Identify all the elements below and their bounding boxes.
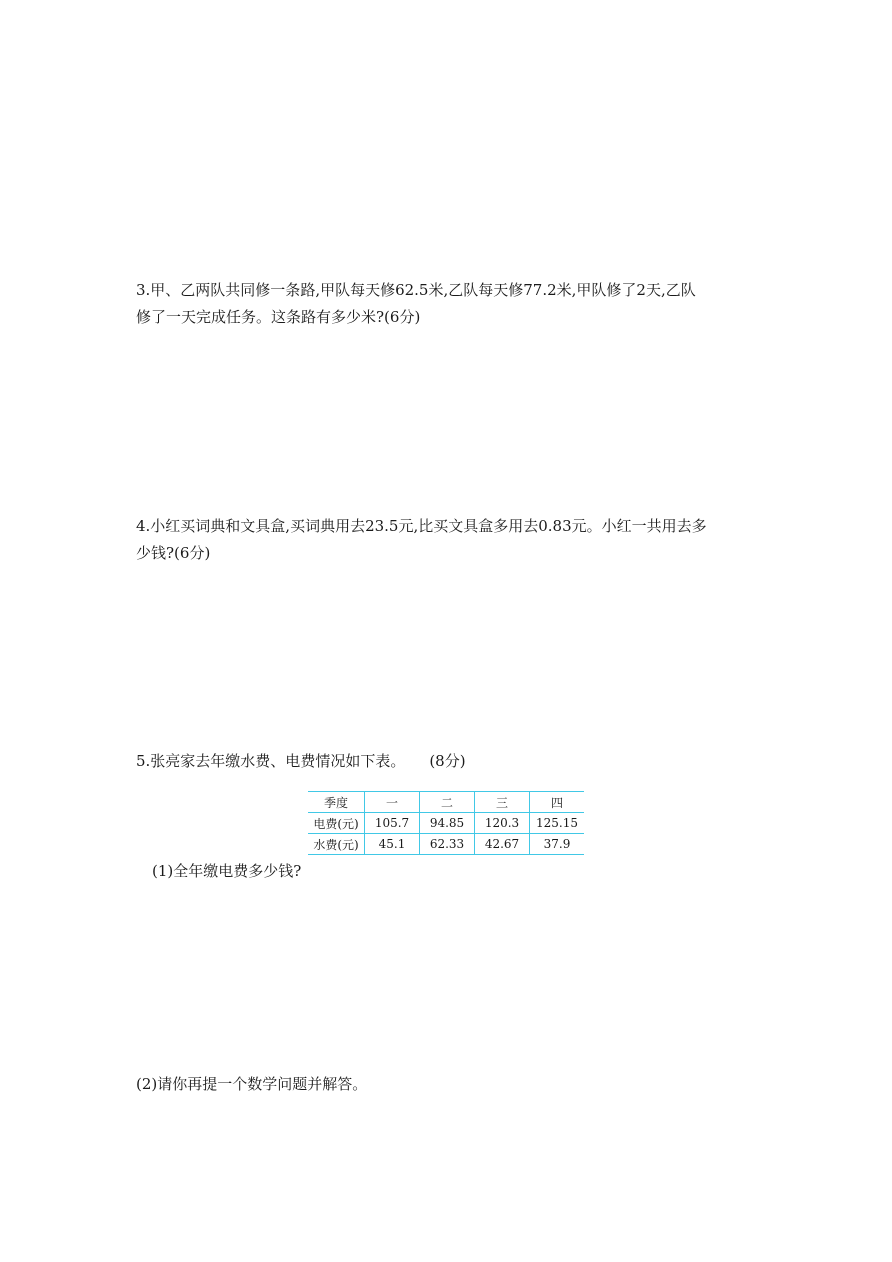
table-cell: 45.1 (365, 834, 420, 855)
table-cell: 62.33 (420, 834, 475, 855)
table-header-cell: 三 (475, 792, 530, 813)
table-row (308, 834, 584, 855)
table-header-row (308, 792, 584, 813)
question-3 (136, 277, 756, 331)
question-5-text: 5.张亮家去年缴水费、电费情况如下表。 (136, 752, 406, 770)
question-5 (136, 748, 756, 775)
question-5-points: (8分) (429, 752, 466, 770)
table-cell: 水费(元) (308, 834, 365, 855)
fees-table (308, 791, 584, 855)
question-4 (136, 513, 756, 567)
table-header-cell: 季度 (308, 792, 365, 813)
subquestion-1: (1)全年缴电费多少钱? (152, 862, 302, 880)
table-cell: 42.67 (475, 834, 530, 855)
table-row (308, 813, 584, 834)
table-cell: 电费(元) (308, 813, 365, 834)
table-cell: 37.9 (530, 834, 585, 855)
table-header-cell: 四 (530, 792, 585, 813)
table-header-cell: 一 (365, 792, 420, 813)
question-3-line-1: 3.甲、乙两队共同修一条路,甲队每天修62.5米,乙队每天修77.2米,甲队修了2天,乙队 (136, 281, 696, 299)
table-cell: 120.3 (475, 813, 530, 834)
table-header-cell: 二 (420, 792, 475, 813)
table-cell: 125.15 (530, 813, 585, 834)
question-3-line-2: 修了一天完成任务。这条路有多少米?(6分) (136, 308, 421, 326)
table-cell: 94.85 (420, 813, 475, 834)
question-4-line-2: 少钱?(6分) (136, 544, 211, 562)
question-4-line-1: 4.小红买词典和文具盒,买词典用去23.5元,比买文具盒多用去0.83元。小红一共用去多 (136, 517, 707, 535)
subquestion-2: (2)请你再提一个数学问题并解答。 (136, 1075, 368, 1093)
table-cell: 105.7 (365, 813, 420, 834)
